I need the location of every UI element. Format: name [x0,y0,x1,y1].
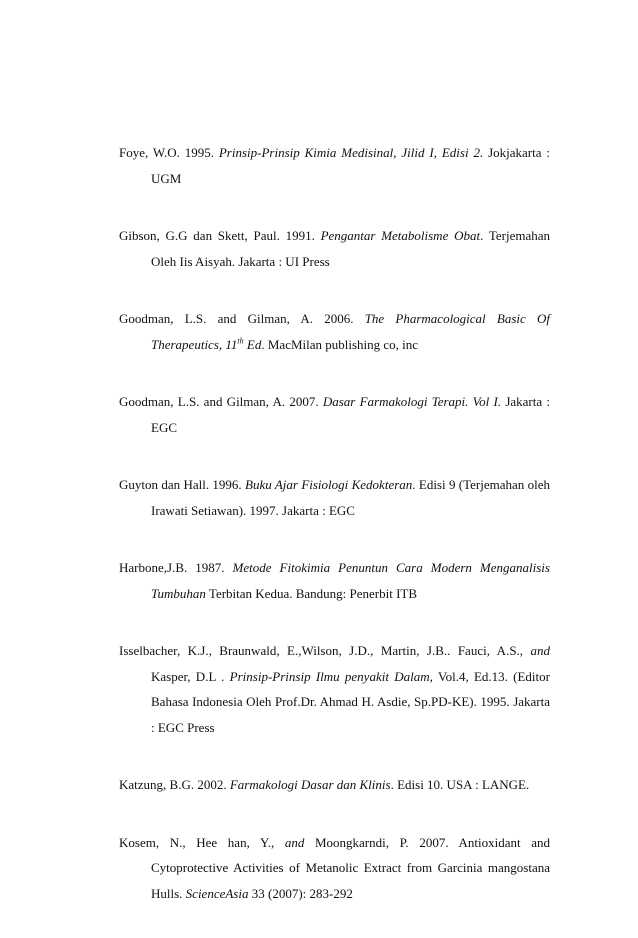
reference-entry [119,472,550,523]
reference-title-edition: Ed [243,336,262,352]
reference-list [119,140,550,938]
reference-publication: Jakarta : EGC [151,394,550,435]
reference-authors: Kosem, N., Hee han, Y., [119,834,285,850]
reference-title: Farmakologi Dasar dan Klinis [229,777,391,792]
reference-entry [119,140,550,191]
reference-publication: . MacMilan publishing co, inc [261,336,419,352]
reference-entry [119,389,550,440]
reference-publication: Terbitan Kedua. Bandung: Penerbit ITB [205,585,418,601]
reference-authors-year: Katzung, B.G. 2002. [119,777,230,792]
reference-entry [119,306,550,357]
reference-authors-year: Harbone,J.B. 1987. [119,560,233,575]
reference-entry [119,638,550,740]
reference-journal: ScienceAsia [185,885,249,901]
reference-title: Metode Fitokimia Penuntun Cara Modern Menganalisis Tumbuhan [151,560,550,601]
reference-entry [119,555,550,606]
reference-title: Pengantar Metabolisme Obat [320,228,481,243]
reference-publication: . Terjemahan Oleh Iis Aisyah. Jakarta : UI Press [151,228,550,269]
reference-publication: 33 (2007): 283-292 [248,885,353,901]
reference-authors-continued: Moongkarndi, P. 2007. Antioxidant and Cytoprotective Activities of Metanolic Extract from Garcinia mangostana Hulls. [151,834,550,901]
reference-authors-year: Goodman, L.S. and Gilman, A. 2007. [119,394,323,409]
reference-authors: Isselbacher, K.J., Braunwald, E.,Wilson, J.D., Martin, J.B.. Fauci, A.S., [119,643,531,658]
reference-and: and [530,643,550,658]
reference-authors-year: Gibson, G.G dan Skett, Paul. 1991. [119,228,321,243]
reference-authors-year: Guyton dan Hall. 1996. [119,477,246,492]
reference-title-main: The Pharmacological Basic Of Therapeutics, 11 [151,311,550,352]
reference-title: Dasar Farmakologi Terapi. Vol I. [322,394,502,409]
reference-publication: . Edisi 10. USA : LANGE. [390,777,530,792]
reference-entry [119,772,550,798]
reference-and: and [284,834,305,850]
reference-authors-continued: Kasper, D.L . [151,668,230,684]
reference-publication: , Vol.4, Ed.13. (Editor Bahasa Indonesia Oleh Prof.Dr. Ahmad H. Asdie, Sp.PD-KE). 1995. Jakarta : EGC Press [151,668,550,735]
reference-title: Buku Ajar Fisiologi Kedokteran [245,477,413,492]
reference-entry [119,223,550,274]
reference-publication: Jokjakarta : UGM [151,145,550,186]
reference-title-superscript: th [237,336,244,346]
reference-entry [119,830,550,907]
reference-publication: . Edisi 9 (Terjemahan oleh Irawati Setiawan). 1997. Jakarta : EGC [151,477,551,518]
reference-authors-year: Foye, W.O. 1995. [119,145,219,160]
reference-title: Prinsip-Prinsip Ilmu penyakit Dalam [229,668,430,684]
reference-authors-year: Goodman, L.S. and Gilman, A. 2006. [119,311,365,326]
reference-title: Prinsip-Prinsip Kimia Medisinal, Jilid I, Edisi 2. [218,145,484,160]
